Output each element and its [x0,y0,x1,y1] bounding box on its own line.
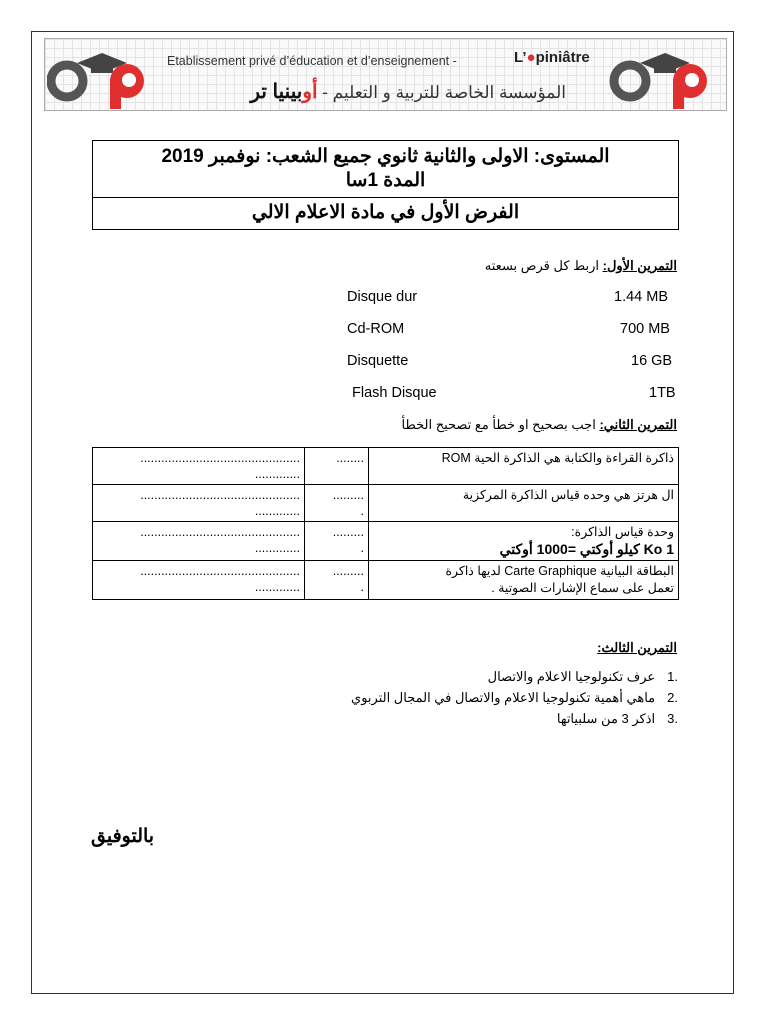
exam-subject-title: الفرض الأول في مادة الاعلام الالي [251,202,520,223]
statement-cell: ذاكرة القراءة والكتابة هي الذاكرة الحية ROM [369,448,679,485]
table-row [93,561,679,600]
answer-cell: ......... . [305,522,369,561]
header-arabic-text: المؤسسة الخاصة للتربية و التعليم - أوبينيا تر [250,81,566,103]
exercise2-header: التمرين الثاني: اجب بصحيح او خطأ مع تصحيح الخطأ [401,417,677,432]
table-row [93,485,679,522]
exam-title-box [92,140,679,230]
exam-level-duration: المستوى: الاولى والثانية ثانوي جميع الشعب: نوفمبر 2019 المدة 1سا [93,141,678,198]
disk-capacity: 1TB [649,385,676,401]
exercise1-header: التمرين الأول: اربط كل قرص بسعته [484,258,677,273]
header-french-text: Etablissement privé d’éducation et d’enseignement - [167,54,457,68]
statement-cell: ال هرتز هي وحده قياس الذاكرة المركزية [369,485,679,522]
disk-type: Cd-ROM [347,321,405,337]
answer-cell: ........ [305,448,369,485]
correction-cell: .............................................. ............. [93,561,305,600]
correction-cell: .............................................. ............. [93,485,305,522]
disk-type: Flash Disque [352,385,437,401]
op-logo-icon [606,41,724,109]
disk-type: Disque dur [347,289,418,305]
list-item: .1عرف تكنولوجيا الاعلام والاتصال [487,669,678,684]
table-row [93,448,679,485]
correction-cell: .............................................. ............. [93,522,305,561]
statement-cell: البطاقة البيانية Carte Graphique لديها ذاكرة تعمل على سماع الإشارات الصوتية . [369,561,679,600]
disk-capacity: 1.44 MB [614,289,668,305]
true-false-table [92,447,679,600]
list-item: .3اذكر 3 من سلبياتها [556,711,678,726]
disk-capacity: 700 MB [620,321,670,337]
answer-cell: ......... . [305,485,369,522]
closing-wish: بالتوفيق [91,826,155,847]
statement-cell: وحدة قياس الذاكرة: 1 Ko كيلو أوكتي =1000 أوكتي [369,522,679,561]
exercise3-header: التمرين الثالث: [597,640,677,655]
op-logo-icon [47,41,165,109]
institution-header [44,38,727,111]
answer-cell: ......... . [305,561,369,600]
exercise3-questions [351,666,678,729]
disk-type: Disquette [347,353,409,369]
disk-capacity: 16 GB [631,353,673,369]
table-row [93,522,679,561]
list-item: .2ماهي أهمية تكنولوجيا الاعلام والاتصال في المجال التربوي [351,690,678,705]
brand-latin: L’●piniâtre [514,49,590,66]
correction-cell: .............................................. ............. [93,448,305,485]
